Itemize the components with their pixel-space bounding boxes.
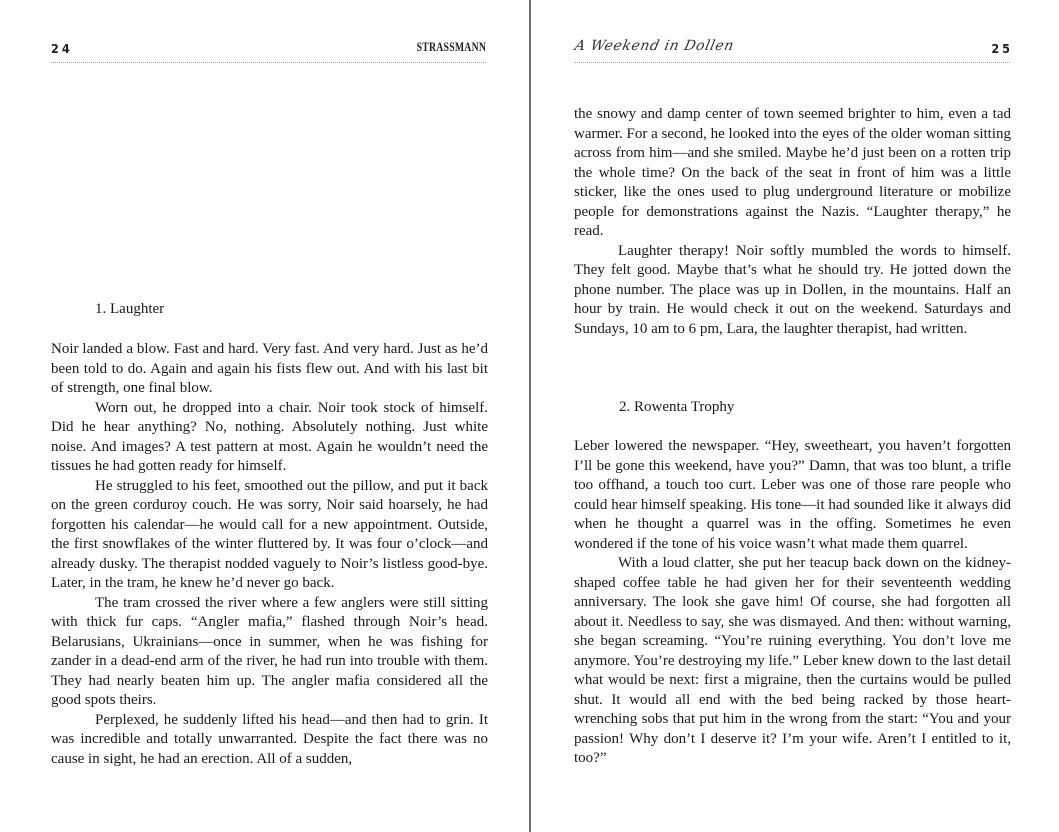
paragraph: Perplexed, he suddenly lifted his head—and then had to grin. It was incredible and totally unwarranted. Despite the fact there was no cause in sight, he had an erection. All of a sudden, (51, 711, 488, 767)
paragraph: Worn out, he dropped into a chair. Noir took stock of himself. Did he hear anything? No, nothing. Absolutely nothing. Just white noise. And images? A test pattern at most. Again he wouldn’t need the tissues he had gotten ready for himself. (51, 399, 488, 474)
right-page-header (573, 38, 1013, 63)
chapter-heading-rowenta-trophy: 2. Rowenta Trophy (619, 399, 735, 415)
chapter-heading-laughter: 1. Laughter (95, 301, 165, 317)
left-page-header (51, 38, 486, 63)
left-running-title: STRASSMANN (416, 40, 486, 54)
right-body-text-section-one (574, 105, 1011, 339)
right-page (531, 0, 1059, 832)
right-body-text-section-two (574, 437, 1011, 769)
paragraph: The tram crossed the river where a few anglers were still sitting with thick fur caps. “Angler mafia,” flashed through Noir’s head. Belarusians, Ukrainians—once in summer, when he was fishing for zander in a dead-end arm of the river, he had run into trouble with them. They had nearly beaten him up. The angler mafia considered all the good spots theirs. (51, 594, 488, 708)
paragraph: With a loud clatter, she put her teacup back down on the kidney-shaped coffee table he had given her for their seventeenth wedding anniversary. The look she gave him! Of course, she had forgotten all about it. Needless to say, she was dismayed. And then: without warning, she began screaming. “You’re ruining everything. You don’t love me anymore. You’re destroying my life.” Leber knew down to the last detail what would be next: first a migraine, then the curtains would be pulled shut. It would all end with the bed being racked by those heart-wrenching sobs that put him in the wrong from the start: “You and your passion! Why don’t I deserve it? I’m your wife. Aren’t I entitled to it, too?” (574, 555, 1011, 766)
left-body-text (51, 340, 488, 769)
right-running-title: A Weekend in Dollen (573, 38, 736, 54)
left-page (0, 0, 529, 832)
paragraph: the snowy and damp center of town seemed brighter to him, even a tad warmer. For a second, he looked into the eyes of the older woman sitting across from him—and she smiled. Maybe he’d just been on a rotten trip the whole time? On the back of the seat in front of him was a little sticker, like the ones used to plug underground literature or mobilize people for demonstrations against the Nazis. “Laughter therapy,” he read. (574, 106, 1011, 239)
paragraph: Noir landed a blow. Fast and hard. Very fast. And very hard. Just as he’d been told to do. Again and again his fists flew out. And with his last bit of strength, one final blow. (51, 341, 488, 396)
right-page-number: 25 (991, 41, 1013, 56)
paragraph: Leber lowered the newspaper. “Hey, sweetheart, you haven’t forgotten I’ll be gone this weekend, have you?” Damn, that was too blunt, a trifle too offhand, a touch too curt. Leber was one of those rare people who could hear himself speaking. His tone—it had sounded like it always did when he thought a quarrel was in the offing. Sometimes he even wondered if the tone of his voice wasn’t what made them quarrel. (574, 438, 1011, 552)
left-page-number: 24 (51, 41, 73, 56)
paragraph: Laughter therapy! Noir softly mumbled the words to himself. They felt good. Maybe that’s what he should try. He jotted down the phone number. The place was up in Dollen, in the mountains. Half an hour by train. He would check it out on the weekend. Saturdays and Sundays, 10 am to 6 pm, Lara, the laughter therapist, had written. (574, 242, 1011, 337)
paragraph: He struggled to his feet, smoothed out the pillow, and put it back on the green corduroy couch. He was sorry, Noir said hoarsely, he had forgotten his calendar—he would call for a new appointment. Outside, the first snowflakes of the winter fluttered by. It was four o’clock—and already dusky. The therapist nodded vaguely to Noir’s listless good-bye. Later, in the tram, he knew he’d never go back. (51, 477, 488, 591)
